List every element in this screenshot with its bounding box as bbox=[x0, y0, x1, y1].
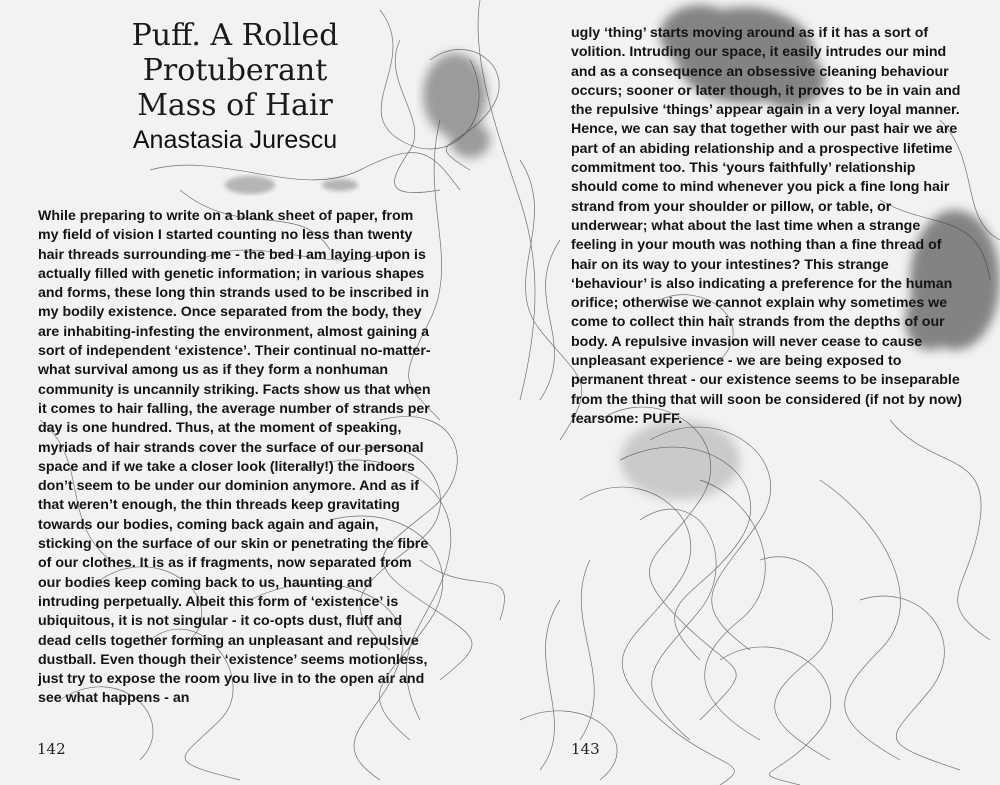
left-page-number: 142 bbox=[37, 740, 66, 758]
title-line: Puff. A Rolled bbox=[131, 18, 339, 53]
dust-clump-top-center bbox=[423, 53, 490, 158]
dust-clump-bottom-right bbox=[620, 420, 740, 500]
author-name: Anastasia Jurescu bbox=[132, 126, 338, 154]
right-page-number: 143 bbox=[571, 740, 600, 758]
article-header bbox=[95, 18, 375, 155]
title-line: Mass of Hair bbox=[137, 88, 333, 123]
right-page-body-text: ugly ‘thing’ starts moving around as if it has a sort of volition. Intruding our space, it easily intrudes our mind and as a consequence an obsessive cleaning behaviour occurs; sooner or later though, it proves to be in vain and the repulsive ‘things’ appear again in a very loyal manner. Hence, we can say that together with our past hair we are part of an abiding relationship and a prospective lifetime commitment too. This ‘yours faithfully’ relationship should come to mind whenever you pick a fine long hair strand from your shoulder or pillow, or table, or underwear; what about the last time when a strange feeling in your mouth was nothing than a fine thread of hair on its way to your intestines? This strange ‘behaviour’ is also indicating a preference for the human orifice; otherwise we cannot explain why sometimes we come to collect thin hair strands from the depths of our body. A repulsive invasion will never cease to cause unpleasant experience - we are being exposed to permanent threat - our existence seems to be inseparable from the thing that will soon be considered (if not by now) fearsome: PUFF. bbox=[571, 25, 962, 427]
article-title bbox=[95, 18, 375, 123]
title-line: Protuberant bbox=[142, 53, 328, 88]
left-page-body-text: While preparing to write on a blank sheet of paper, from my field of vision I started counting no less than twenty hair threads surrounding me - the bed I am laying upon is actually filled with genetic information; in various shapes and forms, these long thin strands used to be inscribed in my bodily existence. Once separated from the body, they are inhabiting-infesting the environment, almost gaining a sort of independent ‘existence’. Their continual no-matter-what survival among us as if they form a nonhuman community is uncannily striking. Facts show us that when it comes to hair falling, the average number of strands per day is one hundred. Thus, at the moment of speaking, myriads of hair strands cover the surface of our personal space and if we take a closer look (literally!) the indoors don’t seem to be under our dominion anymore. And as if that weren’t enough, the thin threads keep gravitating towards our bodies, coming back again and again, sticking on the surface of our skin or penetrating the fibre of our clothes. It is as if fragments, now separated from our bodies keep coming back to us, haunting and intruding perpetually. Albeit this form of ‘existence’ is ubiquitous, it is not singular - it co-opts dust, fluff and dead cells together forming an unpleasant and repulsive dustball. Even though their ‘existence’ seems motionless, just try to expose the room you live in to the open air and see what happens - an bbox=[38, 208, 431, 707]
